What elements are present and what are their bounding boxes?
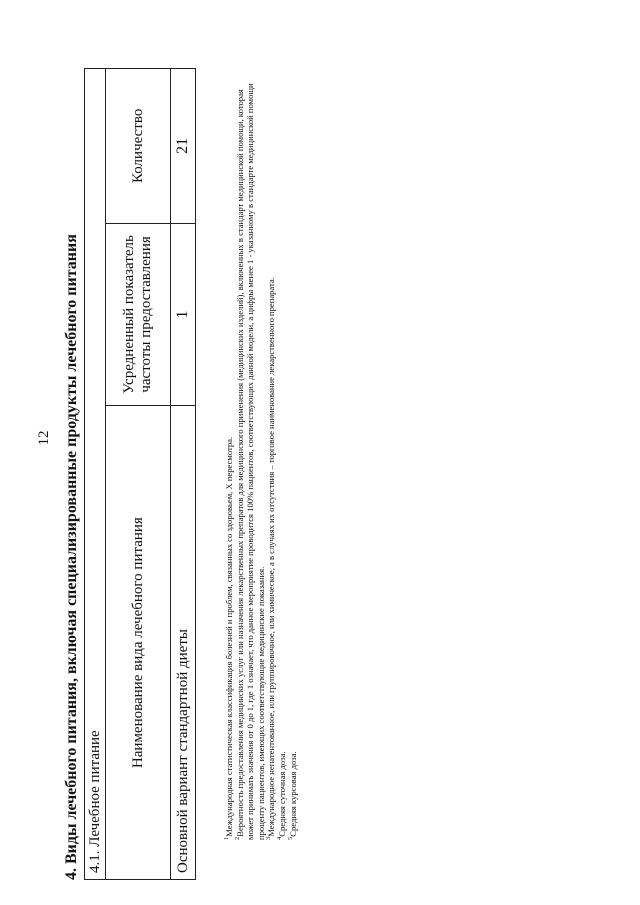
footnotes bbox=[224, 65, 298, 840]
diet-table bbox=[84, 68, 196, 880]
footnote-mark: 5 bbox=[286, 836, 294, 840]
footnote-text: Международное непатентованное, или группировочное, или химическое, а в случаях их отсутствия – торговое наименование лекарственного препарата. bbox=[266, 277, 277, 837]
subsection-row bbox=[85, 69, 106, 880]
cell-quantity: 21 bbox=[171, 69, 196, 224]
header-diet-name: Наименование вида лечебного питания bbox=[106, 406, 171, 880]
footnote-mark: 4 bbox=[275, 836, 283, 840]
footnote-text: Средняя суточная доза. bbox=[276, 751, 287, 837]
footnote bbox=[277, 65, 288, 840]
header-quantity: Количество bbox=[106, 69, 171, 224]
cell-diet-name: Основной вариант стандартной диеты bbox=[171, 406, 196, 880]
footnote-mark: 1 bbox=[223, 836, 230, 840]
rotated-page-content bbox=[60, 60, 360, 880]
footnote bbox=[288, 65, 299, 840]
footnote-mark: 2 bbox=[233, 836, 241, 840]
footnote-mark: 3 bbox=[265, 836, 273, 840]
footnote-text: Вероятность предоставления медицинских услуг или назначения лекарственных препаратов для медицинского применения (медицинских изделий), включенных в стандарт медицинской помощи, которая может принимать значения от 0 до 1, где 1 означает, что данное мероприятие проводится 100% пациентов, соответствующих данной модели, а цифры менее 1 - указанному в стандарте медицинской помощи проценту пациентов, имеющих соответствующие медицинские показания. bbox=[234, 83, 266, 840]
footnote bbox=[266, 65, 277, 840]
subsection-title: 4.1. Лечебное питание bbox=[85, 69, 106, 880]
cell-frequency: 1 bbox=[171, 223, 196, 406]
footnote bbox=[235, 65, 267, 840]
table-row bbox=[171, 69, 196, 880]
header-frequency: Усредненный показатель частоты предоставления bbox=[106, 223, 171, 406]
page-number: 12 bbox=[36, 430, 52, 446]
footnote-text: Средняя курсовая доза. bbox=[287, 751, 298, 837]
section-title: 4. Виды лечебного питания, включая специализированные продукты лечебного питания bbox=[63, 234, 80, 880]
footnote bbox=[224, 65, 235, 840]
table-header-row bbox=[106, 69, 171, 880]
footnote-text: Международная статистическая классификация болезней и проблем, связанных со здоровьем, X пересмотра. bbox=[224, 436, 234, 837]
